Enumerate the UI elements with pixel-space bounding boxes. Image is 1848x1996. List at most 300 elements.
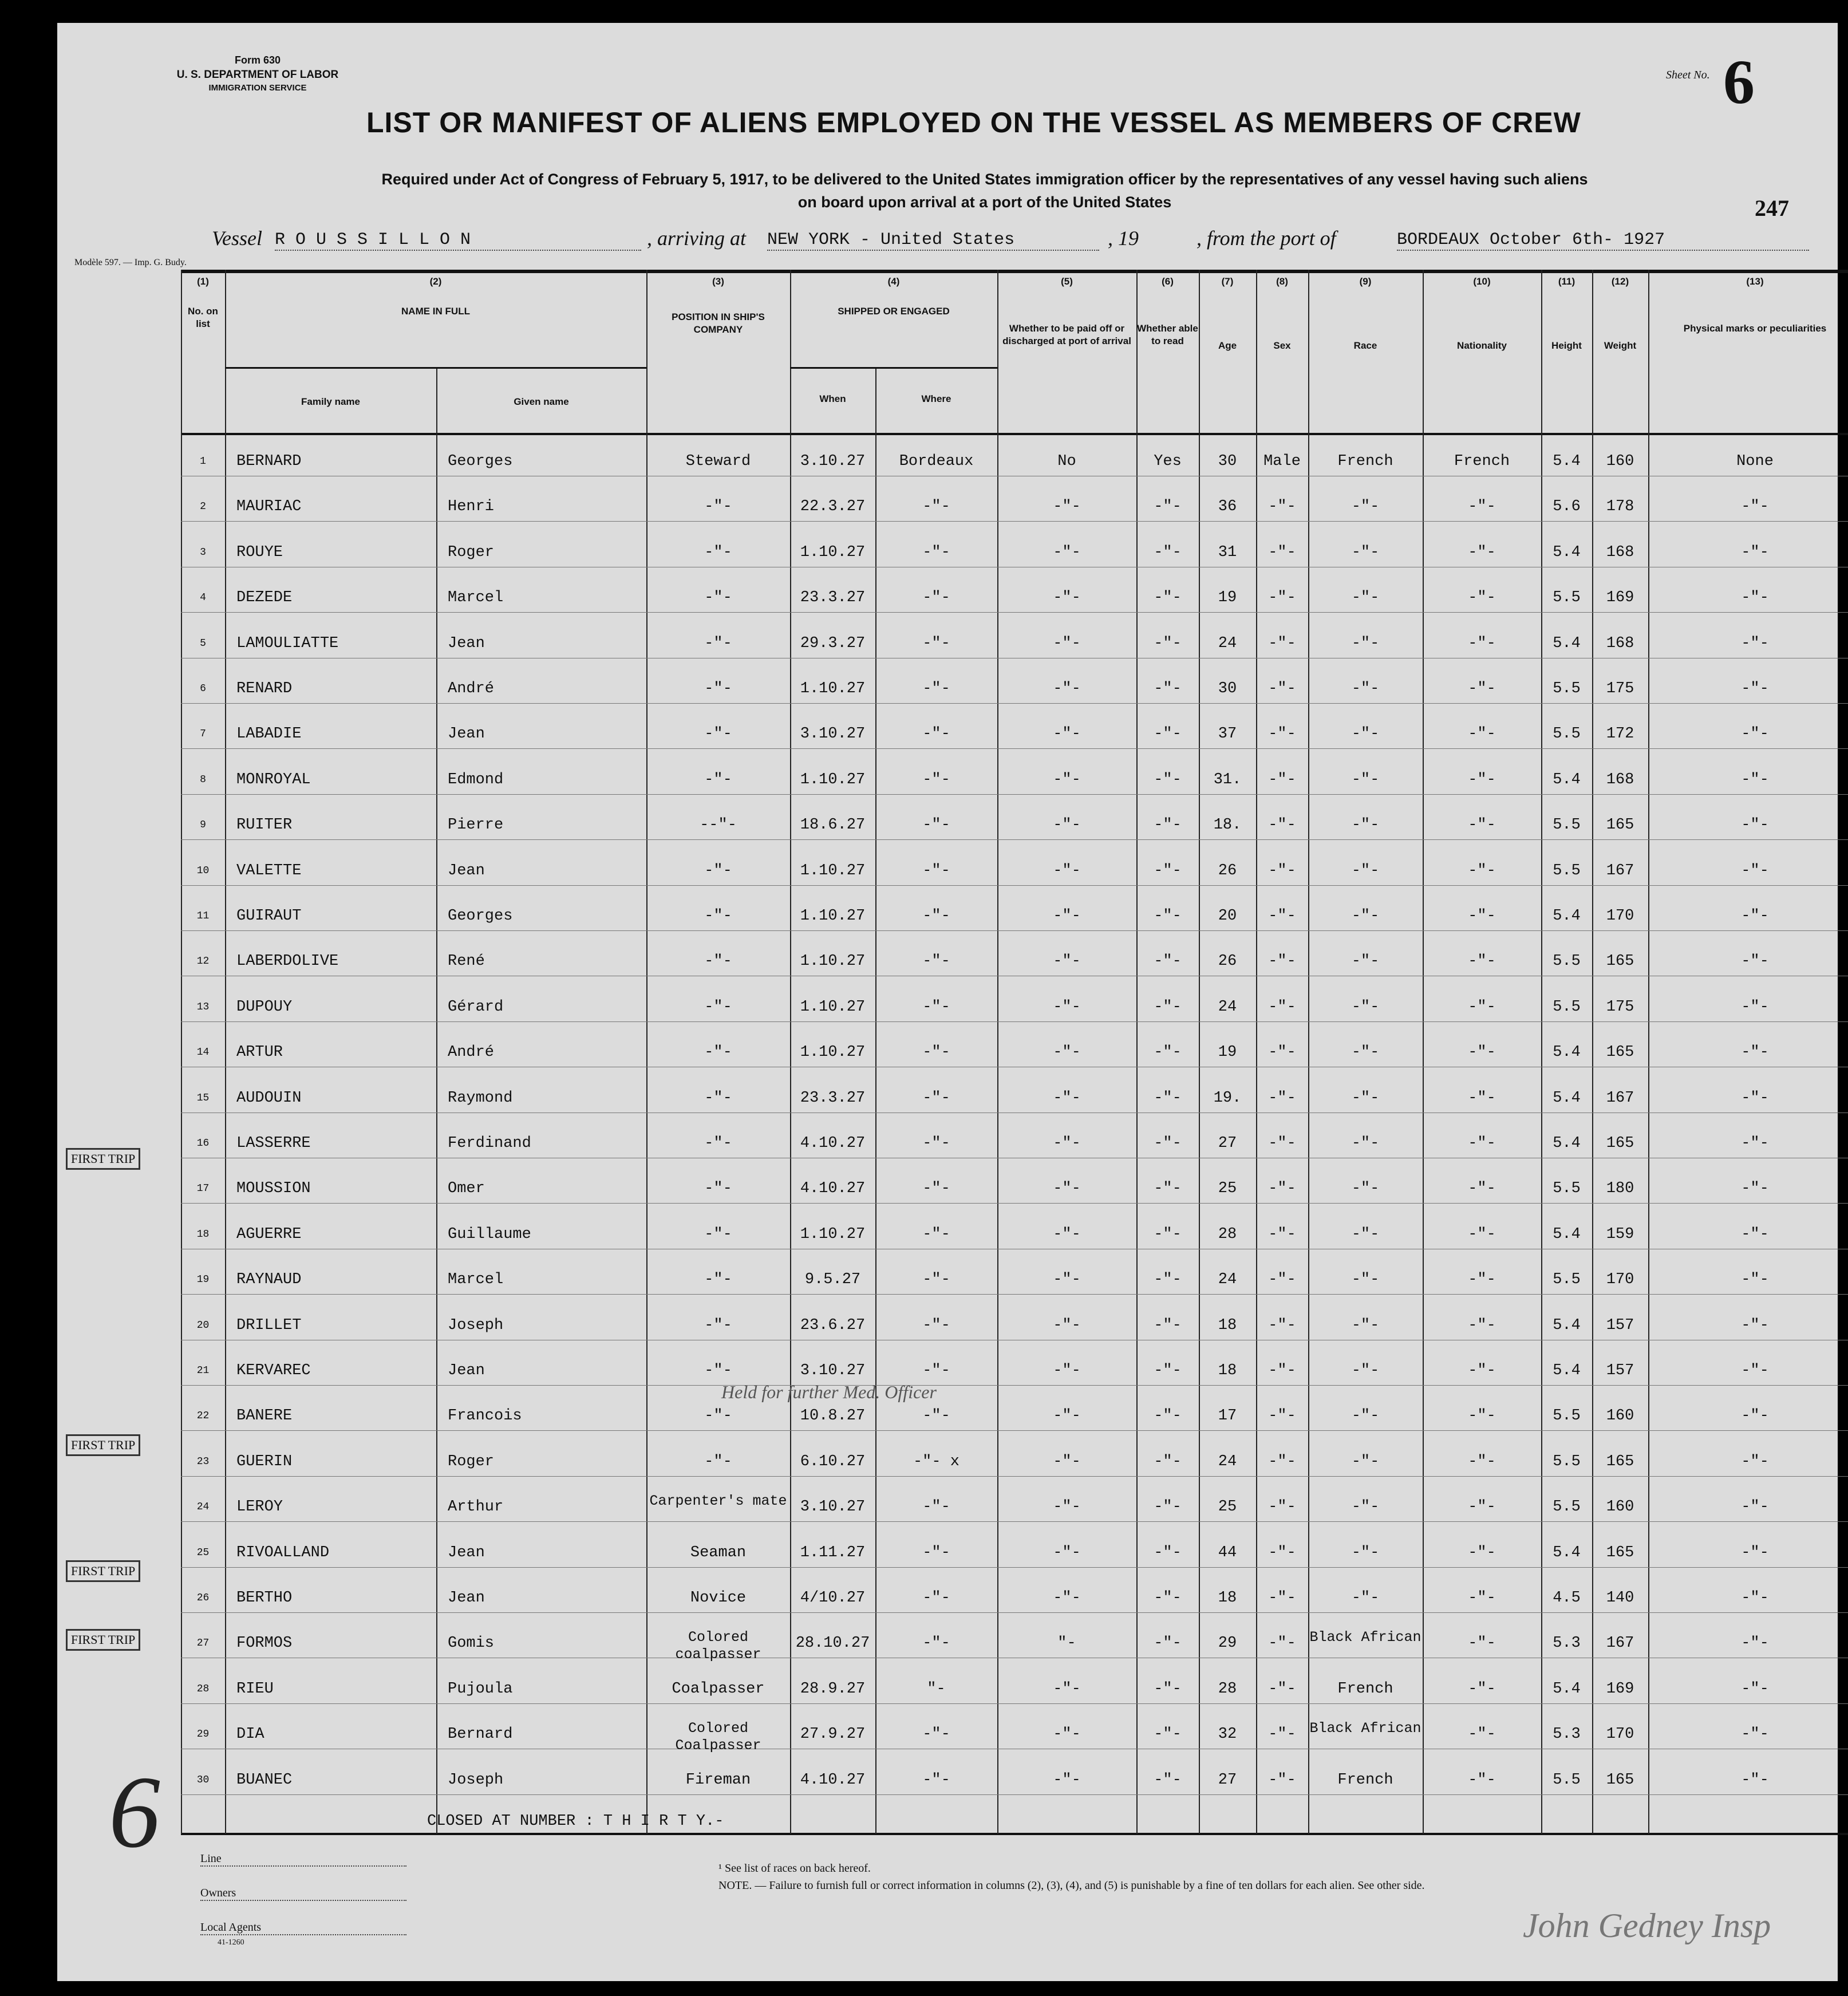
- able-to-read: -"-: [1154, 862, 1182, 879]
- race: -"-: [1351, 680, 1380, 697]
- paid-off: -"-: [1053, 543, 1081, 561]
- nationality: -"-: [1468, 1225, 1496, 1243]
- weight: 175: [1606, 680, 1634, 697]
- given-name: Jean: [448, 1362, 485, 1379]
- row-number: 5: [200, 637, 206, 649]
- shipped-where: -"-: [922, 1180, 950, 1198]
- position: Novice: [690, 1589, 747, 1607]
- age: 25: [1218, 1498, 1237, 1516]
- sex: -"-: [1268, 725, 1296, 743]
- nationality: -"-: [1468, 498, 1496, 516]
- row-number: 29: [196, 1729, 210, 1741]
- first-trip-stamp: FIRST TRIP: [66, 1560, 140, 1582]
- sex: -"-: [1268, 680, 1296, 697]
- weight: 157: [1606, 1362, 1634, 1379]
- weight: 165: [1606, 1771, 1634, 1789]
- race: -"-: [1351, 1135, 1380, 1152]
- row-rule: [181, 612, 1848, 613]
- c9-number: (9): [1359, 276, 1372, 287]
- position: -"-: [704, 543, 732, 561]
- sex: -"-: [1268, 953, 1296, 971]
- shipped-when: 3.10.27: [800, 453, 866, 470]
- family-name: MAURIAC: [236, 498, 302, 516]
- family-name: LABERDOLIVE: [236, 953, 339, 971]
- given-name: Guillaume: [448, 1225, 531, 1243]
- nationality: -"-: [1468, 1680, 1496, 1698]
- shipped-when: 6.10.27: [800, 1453, 866, 1470]
- row-rule: [181, 521, 1848, 522]
- paid-off: -"-: [1053, 953, 1081, 971]
- sex: -"-: [1268, 543, 1296, 561]
- height: 5.5: [1553, 816, 1581, 834]
- able-to-read: -"-: [1154, 1589, 1182, 1607]
- physical-marks: -"-: [1741, 1135, 1769, 1152]
- able-to-read: -"-: [1154, 771, 1182, 788]
- able-to-read: -"-: [1154, 1726, 1182, 1743]
- closing-statement: CLOSED AT NUMBER : T H I R T Y.-: [427, 1813, 724, 1830]
- races-note: ¹ See list of races on back hereof.: [718, 1862, 871, 1875]
- nationality: -"-: [1468, 589, 1496, 607]
- race: -"-: [1351, 725, 1380, 743]
- height: 5.5: [1553, 998, 1581, 1016]
- sex: -"-: [1268, 1498, 1296, 1516]
- row-number: 6: [200, 683, 206, 695]
- physical-marks: -"-: [1741, 1225, 1769, 1243]
- handwritten-note: Held for further Med. Officer: [721, 1382, 937, 1402]
- sex: -"-: [1268, 1225, 1296, 1243]
- age: 17: [1218, 1407, 1237, 1425]
- paid-off: -"-: [1053, 634, 1081, 652]
- height: 5.4: [1553, 1044, 1581, 1062]
- sex: -"-: [1268, 1407, 1296, 1425]
- able-to-read: -"-: [1154, 680, 1182, 697]
- c5-number: (5): [1061, 276, 1073, 287]
- given-name: Henri: [448, 498, 495, 516]
- c13-number: (13): [1746, 276, 1764, 287]
- owners-label: Owners: [200, 1887, 406, 1901]
- weight: 170: [1606, 1726, 1634, 1743]
- race: -"-: [1351, 1362, 1380, 1379]
- shipped-when: 1.10.27: [800, 543, 866, 561]
- shipped-where: -"-: [922, 1544, 950, 1561]
- nationality: -"-: [1468, 1453, 1496, 1470]
- c7-number: (7): [1221, 276, 1234, 287]
- nationality: -"-: [1468, 998, 1496, 1016]
- age: 30: [1218, 680, 1237, 697]
- position: -"-: [704, 634, 732, 652]
- shipped-where: -"-: [922, 1635, 950, 1652]
- when-header: When: [819, 393, 846, 404]
- weight: 167: [1606, 1089, 1634, 1107]
- from-label: , from the port of: [1197, 227, 1336, 250]
- race: -"-: [1351, 1089, 1380, 1107]
- row-rule: [181, 1021, 1848, 1022]
- able-to-read: -"-: [1154, 1044, 1182, 1062]
- shipped-where: -"-: [922, 771, 950, 788]
- height: 5.6: [1553, 498, 1581, 516]
- given-name: Joseph: [448, 1771, 504, 1789]
- family-name: RAYNAUD: [236, 1271, 302, 1289]
- given-name: Georges: [448, 453, 513, 470]
- family-name: DEZEDE: [236, 589, 293, 607]
- age: 19: [1218, 589, 1237, 607]
- height: 5.4: [1553, 543, 1581, 561]
- weight: 160: [1606, 1407, 1634, 1425]
- shipped-where: -"-: [922, 816, 950, 834]
- race: -"-: [1351, 1180, 1380, 1198]
- given-name-header: Given name: [514, 396, 569, 407]
- paid-off: -"-: [1053, 908, 1081, 925]
- physical-marks: -"-: [1741, 908, 1769, 925]
- height: 5.5: [1553, 1180, 1581, 1198]
- given-name: Marcel: [448, 589, 504, 607]
- paid-off: -"-: [1053, 1044, 1081, 1062]
- given-name: Edmond: [448, 771, 504, 788]
- row-rule: [181, 1476, 1848, 1477]
- paid-off: -"-: [1053, 816, 1081, 834]
- shipped-when: 1.10.27: [800, 998, 866, 1016]
- height: 5.4: [1553, 634, 1581, 652]
- physical-marks: -"-: [1741, 498, 1769, 516]
- column-divider: [436, 367, 437, 1834]
- physical-marks: -"-: [1741, 1498, 1769, 1516]
- weight: 168: [1606, 543, 1634, 561]
- row-number: 20: [196, 1319, 210, 1331]
- paid-off: -"-: [1053, 1771, 1081, 1789]
- first-trip-stamp: FIRST TRIP: [66, 1434, 140, 1456]
- height: 5.4: [1553, 1089, 1581, 1107]
- sex: -"-: [1268, 1044, 1296, 1062]
- age: 24: [1218, 1453, 1237, 1470]
- able-to-read: -"-: [1154, 908, 1182, 925]
- nationality: -"-: [1468, 1316, 1496, 1334]
- position: --"-: [700, 816, 737, 834]
- height: 5.4: [1553, 1680, 1581, 1698]
- race: Black African: [1309, 1720, 1421, 1737]
- nationality: -"-: [1468, 725, 1496, 743]
- row-rule: [181, 839, 1848, 840]
- family-name: KERVAREC: [236, 1362, 311, 1379]
- shipped-when: 4.10.27: [800, 1135, 866, 1152]
- nationality: -"-: [1468, 816, 1496, 834]
- age: 32: [1218, 1726, 1237, 1743]
- from-port: BORDEAUX October 6th- 1927: [1397, 230, 1809, 251]
- row-number: 3: [200, 546, 206, 558]
- sex: -"-: [1268, 1180, 1296, 1198]
- nationality: -"-: [1468, 953, 1496, 971]
- weight: 165: [1606, 1453, 1634, 1470]
- year-label: , 19: [1108, 227, 1139, 250]
- height: 4.5: [1553, 1589, 1581, 1607]
- c11-number: (11): [1558, 276, 1575, 287]
- position: -"-: [704, 1225, 732, 1243]
- inspector-signature: John Gedney Insp: [1523, 1907, 1771, 1944]
- position: Steward: [685, 453, 751, 470]
- sex: -"-: [1268, 1726, 1296, 1743]
- age: 44: [1218, 1544, 1237, 1561]
- age: 27: [1218, 1771, 1237, 1789]
- paid-off: -"-: [1053, 1726, 1081, 1743]
- local-agents-label: Local Agents: [200, 1921, 406, 1935]
- age: 20: [1218, 908, 1237, 925]
- row-number: 28: [196, 1683, 210, 1695]
- shipped-where: -"-: [922, 725, 950, 743]
- arriving-label: , arriving at: [647, 227, 747, 250]
- row-number: 13: [196, 1001, 210, 1013]
- row-number: 4: [200, 592, 206, 604]
- shipped-where: -"-: [922, 862, 950, 879]
- race: French: [1337, 453, 1393, 470]
- given-name: Gomis: [448, 1635, 495, 1652]
- physical-marks: -"-: [1741, 543, 1769, 561]
- height: 5.4: [1553, 1544, 1581, 1561]
- column-divider: [225, 270, 226, 1834]
- age: 26: [1218, 862, 1237, 879]
- nationality: -"-: [1468, 1089, 1496, 1107]
- shipped-where: -"-: [922, 1362, 950, 1379]
- page-title: LIST OR MANIFEST OF ALIENS EMPLOYED ON THE VESSEL AS MEMBERS OF CREW: [366, 106, 1581, 139]
- able-to-read: -"-: [1154, 1316, 1182, 1334]
- sex: -"-: [1268, 1453, 1296, 1470]
- nationality: -"-: [1468, 1407, 1496, 1425]
- weight: 167: [1606, 1635, 1634, 1652]
- physical-marks: -"-: [1741, 1089, 1769, 1107]
- shipped-when: 23.6.27: [800, 1316, 866, 1334]
- row-number: 24: [196, 1501, 210, 1513]
- height: 5.5: [1553, 725, 1581, 743]
- race: -"-: [1351, 498, 1380, 516]
- shipped-when: 28.9.27: [800, 1680, 866, 1698]
- c10-label: Nationality: [1457, 340, 1507, 352]
- shipped-when: 1.10.27: [800, 908, 866, 925]
- weight: 175: [1606, 998, 1634, 1016]
- paid-off: -"-: [1053, 1680, 1081, 1698]
- row-number: 22: [196, 1410, 210, 1422]
- shipped-when: 27.9.27: [800, 1726, 866, 1743]
- c9-label: Race: [1353, 340, 1377, 352]
- weight: 165: [1606, 1135, 1634, 1152]
- col1-label: No. on list: [188, 306, 218, 330]
- given-name: Pierre: [448, 816, 504, 834]
- row-rule: [181, 703, 1848, 704]
- subtitle-line2: on board upon arrival at a port of the United States: [797, 194, 1172, 211]
- sex: -"-: [1268, 1271, 1296, 1289]
- paid-off: -"-: [1053, 1180, 1081, 1198]
- row-number: 25: [196, 1547, 210, 1559]
- given-name: Omer: [448, 1180, 485, 1198]
- given-name: Jean: [448, 634, 485, 652]
- given-name: Raymond: [448, 1089, 513, 1107]
- arriving-port: NEW YORK - United States: [767, 230, 1099, 251]
- family-name: RIEU: [236, 1680, 274, 1698]
- race: -"-: [1351, 998, 1380, 1016]
- physical-marks: -"-: [1741, 634, 1769, 652]
- c6-label: Whether able to read: [1137, 323, 1198, 347]
- given-name: Jean: [448, 1544, 485, 1561]
- col1-number: (1): [197, 276, 209, 287]
- shipped-where: -"-: [922, 908, 950, 925]
- shipped-where: -"-: [922, 1135, 950, 1152]
- sex: -"-: [1268, 1771, 1296, 1789]
- sheet-label: Sheet No.: [1666, 69, 1710, 81]
- race: -"-: [1351, 1044, 1380, 1062]
- height: 5.5: [1553, 1271, 1581, 1289]
- weight: 165: [1606, 1044, 1634, 1062]
- physical-marks: -"-: [1741, 1407, 1769, 1425]
- row-rule: [181, 1794, 1848, 1795]
- able-to-read: -"-: [1154, 1362, 1182, 1379]
- age: 24: [1218, 634, 1237, 652]
- row-number: 16: [196, 1138, 210, 1149]
- paid-off: -"-: [1053, 1362, 1081, 1379]
- height: 5.5: [1553, 680, 1581, 697]
- position: -"-: [704, 725, 732, 743]
- family-name: BERTHO: [236, 1589, 293, 1607]
- position: -"-: [704, 998, 732, 1016]
- physical-marks: -"-: [1741, 1680, 1769, 1698]
- race: -"-: [1351, 1316, 1380, 1334]
- height: 5.4: [1553, 453, 1581, 470]
- paid-off: -"-: [1053, 1271, 1081, 1289]
- paid-off: -"-: [1053, 1135, 1081, 1152]
- physical-marks: -"-: [1741, 1180, 1769, 1198]
- race: -"-: [1351, 1271, 1380, 1289]
- weight: 165: [1606, 1544, 1634, 1561]
- age: 26: [1218, 953, 1237, 971]
- nationality: -"-: [1468, 1271, 1496, 1289]
- weight: 168: [1606, 634, 1634, 652]
- nationality: -"-: [1468, 908, 1496, 925]
- age: 18: [1218, 1362, 1237, 1379]
- c6-number: (6): [1162, 276, 1174, 287]
- paid-off: No: [1057, 453, 1076, 470]
- row-rule: [181, 1385, 1848, 1386]
- manifest-page: [57, 23, 1838, 1981]
- position: -"-: [704, 498, 732, 516]
- shipped-when: 18.6.27: [800, 816, 866, 834]
- weight: 168: [1606, 771, 1634, 788]
- able-to-read: -"-: [1154, 1498, 1182, 1516]
- able-to-read: -"-: [1154, 498, 1182, 516]
- height: 5.4: [1553, 908, 1581, 925]
- nationality: -"-: [1468, 1635, 1496, 1652]
- able-to-read: -"-: [1154, 953, 1182, 971]
- col2-label: NAME IN FULL: [401, 306, 470, 317]
- paid-off: -"-: [1053, 725, 1081, 743]
- race: -"-: [1351, 543, 1380, 561]
- paid-off: -"-: [1053, 1498, 1081, 1516]
- weight: 140: [1606, 1589, 1634, 1607]
- family-name: LAMOULIATTE: [236, 634, 339, 652]
- shipped-where: -"-: [922, 1589, 950, 1607]
- race: -"-: [1351, 862, 1380, 879]
- position: -"-: [704, 1316, 732, 1334]
- sex: -"-: [1268, 998, 1296, 1016]
- row-rule: [181, 1430, 1848, 1431]
- family-name: DUPOUY: [236, 998, 293, 1016]
- paid-off: -"-: [1053, 1316, 1081, 1334]
- age: 28: [1218, 1680, 1237, 1698]
- shipped-when: 1.10.27: [800, 1044, 866, 1062]
- age: 18: [1218, 1316, 1237, 1334]
- shipped-when: 3.10.27: [800, 1362, 866, 1379]
- paid-off: -"-: [1053, 1453, 1081, 1470]
- weight: 165: [1606, 816, 1634, 834]
- physical-marks: -"-: [1741, 1044, 1769, 1062]
- position: -"-: [704, 862, 732, 879]
- able-to-read: Yes: [1154, 453, 1182, 470]
- position: -"-: [704, 1407, 732, 1425]
- height: 5.5: [1553, 1407, 1581, 1425]
- shipped-where: -"-: [922, 1271, 950, 1289]
- given-name: Jean: [448, 1589, 485, 1607]
- c5-label: Whether to be paid off or discharged at port of arrival: [1002, 323, 1131, 347]
- able-to-read: -"-: [1154, 1089, 1182, 1107]
- vessel-name: R O U S S I L L O N: [275, 230, 641, 251]
- paid-off: -"-: [1053, 1089, 1081, 1107]
- family-name: VALETTE: [236, 862, 302, 879]
- shipped-when: 3.10.27: [800, 725, 866, 743]
- weight: 178: [1606, 498, 1634, 516]
- weight: 159: [1606, 1225, 1634, 1243]
- paid-off: "-: [1057, 1635, 1076, 1652]
- able-to-read: -"-: [1154, 634, 1182, 652]
- nationality: -"-: [1468, 1544, 1496, 1561]
- position: -"-: [704, 908, 732, 925]
- able-to-read: -"-: [1154, 1635, 1182, 1652]
- race: French: [1337, 1771, 1393, 1789]
- nationality: -"-: [1468, 1726, 1496, 1743]
- position: Colored coalpasser: [675, 1629, 761, 1663]
- row-number: 11: [196, 910, 210, 922]
- shipped-where: -"-: [922, 1316, 950, 1334]
- race: -"-: [1351, 1544, 1380, 1561]
- able-to-read: -"-: [1154, 1771, 1182, 1789]
- weight: 172: [1606, 725, 1634, 743]
- race: Black African: [1309, 1629, 1421, 1646]
- row-rule: [181, 1203, 1848, 1204]
- position: -"-: [704, 1089, 732, 1107]
- physical-marks: -"-: [1741, 725, 1769, 743]
- shipped-when: 23.3.27: [800, 1089, 866, 1107]
- age: 31.: [1213, 771, 1242, 788]
- physical-marks: -"-: [1741, 1544, 1769, 1561]
- able-to-read: -"-: [1154, 1271, 1182, 1289]
- age: 31: [1218, 543, 1237, 561]
- age: 27: [1218, 1135, 1237, 1152]
- row-number: 26: [196, 1592, 210, 1604]
- nationality: -"-: [1468, 771, 1496, 788]
- age: 24: [1218, 1271, 1237, 1289]
- position: Fireman: [685, 1771, 751, 1789]
- row-rule: [181, 1567, 1848, 1568]
- row-rule: [181, 1294, 1848, 1295]
- family-name: FORMOS: [236, 1635, 293, 1652]
- family-name: LASSERRE: [236, 1135, 311, 1152]
- paid-off: -"-: [1053, 1589, 1081, 1607]
- sex: -"-: [1268, 1680, 1296, 1698]
- shipped-when: 3.10.27: [800, 1498, 866, 1516]
- row-number: 23: [196, 1455, 210, 1468]
- weight: 160: [1606, 1498, 1634, 1516]
- shipped-where: "-: [927, 1680, 946, 1698]
- nationality: French: [1454, 453, 1510, 470]
- physical-marks: -"-: [1741, 1726, 1769, 1743]
- given-name: Ferdinand: [448, 1135, 531, 1152]
- nationality: -"-: [1468, 1589, 1496, 1607]
- department: U. S. DEPARTMENT OF LABOR: [176, 69, 339, 81]
- row-number: 2: [200, 501, 206, 513]
